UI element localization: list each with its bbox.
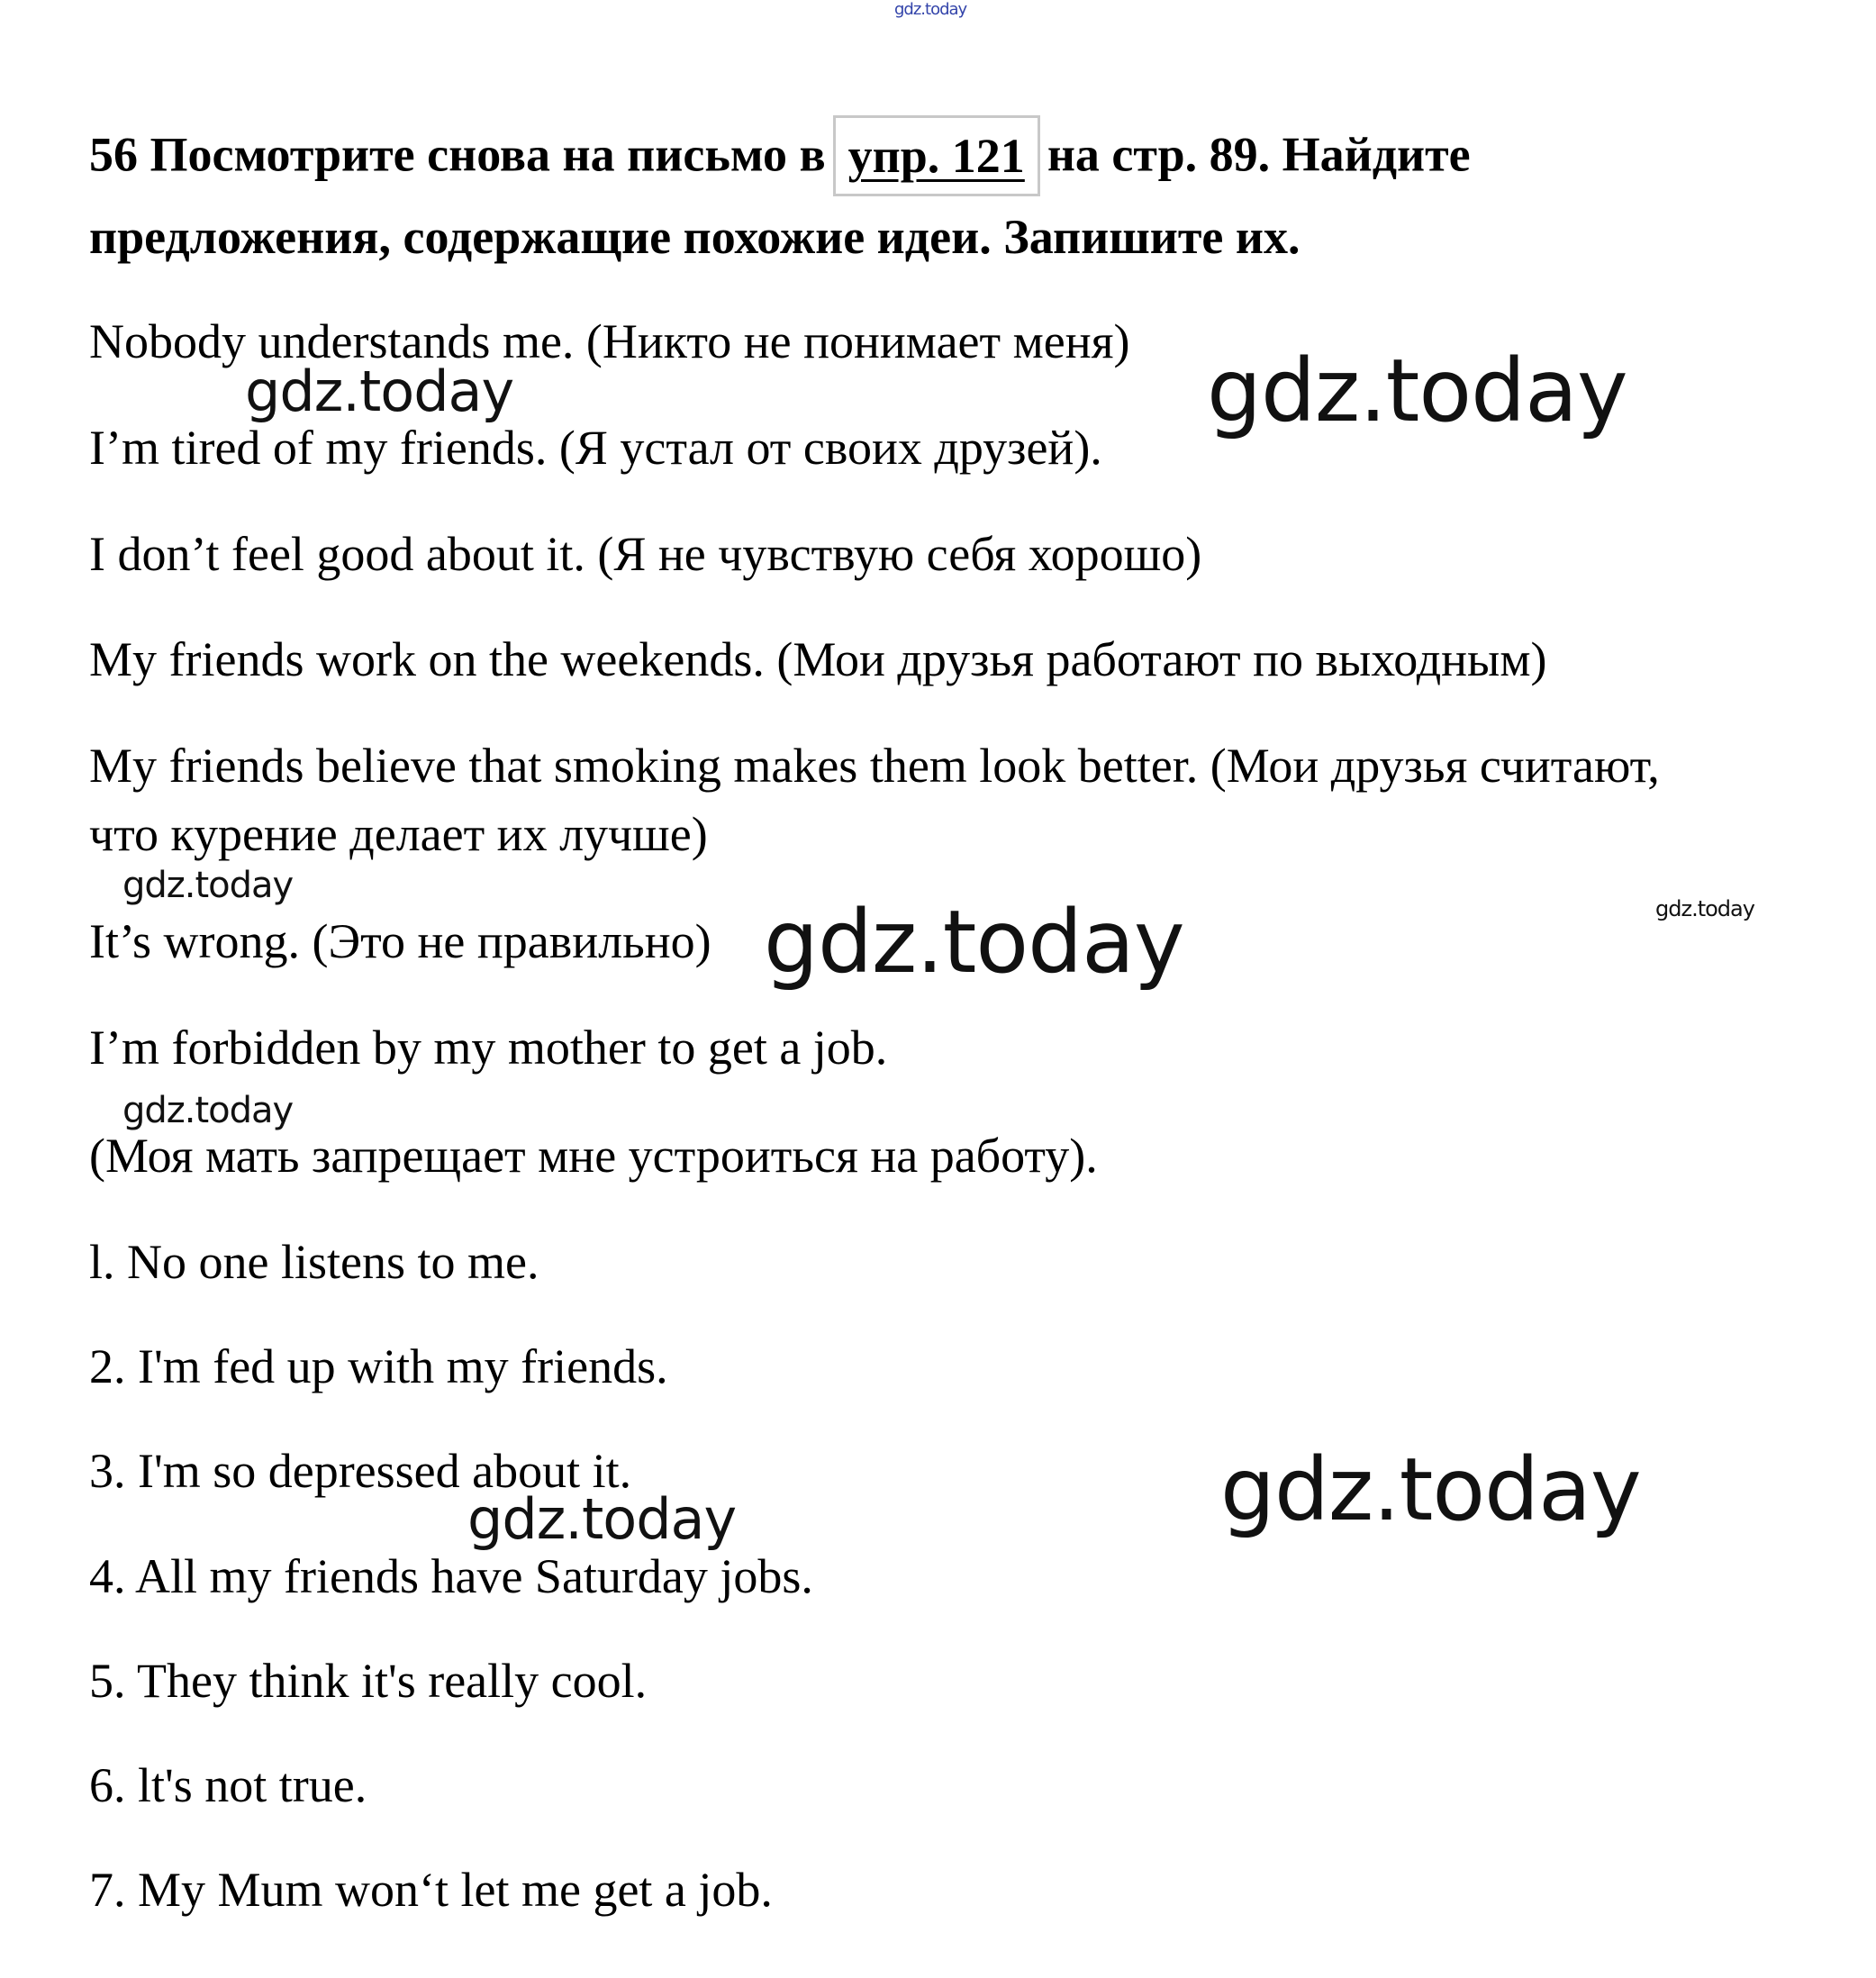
sentence-line: My friends believe that smoking makes them look better. (Мои друзья считают, xyxy=(89,739,1660,793)
sentence-line: что курение делает их лучше) xyxy=(89,807,708,861)
task-heading-text: на стр. 89. Найдите xyxy=(1047,127,1471,182)
exercise-link[interactable]: упр. 121 xyxy=(847,129,1025,183)
watermark: gdz.today xyxy=(122,865,294,906)
watermark: gdz.today xyxy=(1220,1439,1641,1540)
watermark: gdz.today xyxy=(1207,340,1627,441)
answer-item: 5. They think it's really cool. xyxy=(89,1654,648,1708)
watermark: gdz.today xyxy=(245,358,514,424)
answer-item: l. No one listens to me. xyxy=(89,1235,539,1289)
sentence-line: (Моя мать запрещает мне устроиться на работу). xyxy=(89,1129,1098,1183)
answer-item: 7. My Mum won‘t let me get a job. xyxy=(89,1863,773,1917)
answer-item: 6. lt's not true. xyxy=(89,1758,367,1812)
watermark: gdz.today xyxy=(122,1090,294,1131)
answer-item: 3. I'm so depressed about it. xyxy=(89,1444,632,1498)
answer-item: 2. I'm fed up with my friends. xyxy=(89,1339,668,1393)
watermark: gdz.today xyxy=(1655,896,1754,921)
watermark: gdz.today xyxy=(894,0,967,19)
watermark: gdz.today xyxy=(467,1486,737,1552)
sentence-line: My friends work on the weekends. (Мои друзья работают по выходным) xyxy=(89,632,1547,686)
exercise-link-box[interactable] xyxy=(833,115,1040,196)
answer-item: 4. All my friends have Saturday jobs. xyxy=(89,1549,813,1603)
task-heading xyxy=(89,119,1471,200)
watermark: gdz.today xyxy=(764,892,1184,993)
sentence-line: It’s wrong. (Это не правильно) xyxy=(89,914,711,968)
task-heading-line2: предложения, содержащие похожие идеи. Запишите их. xyxy=(89,210,1301,264)
sentence-line: I’m forbidden by my mother to get a job. xyxy=(89,1021,888,1075)
task-heading-text: 56 Посмотрите снова на письмо в xyxy=(89,127,826,182)
sentence-line: I don’t feel good about it. (Я не чувствую себя хорошо) xyxy=(89,527,1202,581)
sentence-line: Nobody understands me. (Никто не понимает меня) xyxy=(89,314,1130,368)
sentence-line: I’m tired of my friends. (Я устал от своих друзей). xyxy=(89,421,1102,475)
